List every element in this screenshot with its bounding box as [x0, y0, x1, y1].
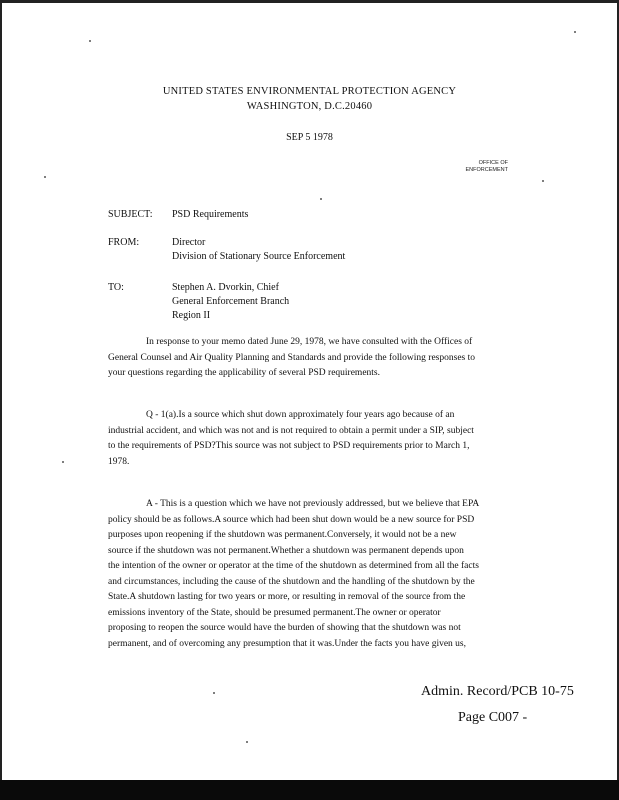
scan-speck	[62, 461, 64, 463]
to-line-3: Region II	[172, 310, 211, 321]
subject-label: SUBJECT:	[108, 209, 153, 220]
text-line: your questions regarding the applicability of several PSD requirements.	[108, 368, 381, 378]
text-line: and circumstances, including the cause of the shutdown and the handling of the shutdown by the	[108, 576, 475, 587]
text-line: purposes upon reopening if the shutdown was permanent.Conversely, it would not be a new	[108, 530, 457, 540]
text-line: 1978.	[108, 456, 130, 467]
scan-speck	[44, 176, 46, 178]
scan-speck	[213, 692, 215, 694]
from-line-2: Division of Stationary Source Enforcement	[172, 251, 346, 262]
scan-speck	[542, 180, 544, 182]
text-line: emissions inventory of the State, should be presumed permanent.The owner or operator	[108, 607, 441, 618]
scan-edge-left	[0, 0, 2, 780]
paragraph-question	[108, 408, 488, 470]
memo-date: SEP 5 1978	[286, 132, 333, 143]
scan-bottom-bar	[0, 780, 619, 800]
text-line: In response to your memo dated June 29, 1978, we have consulted with the Offices of	[146, 337, 473, 347]
text-line: proposing to reopen the source would have the burden of showing that the shutdown was not	[108, 623, 461, 633]
to-line-1: Stephen A. Dvorkin, Chief	[172, 282, 279, 293]
subject-value: PSD Requirements	[172, 209, 249, 220]
paragraph-answer	[108, 497, 488, 652]
to-block	[172, 281, 289, 323]
agency-location: WASHINGTON, D.C.20460	[246, 101, 373, 112]
text-line: State.A shutdown lasting for two years or more, or resulting in removal of the source from the	[108, 592, 466, 602]
scan-speck	[246, 741, 248, 743]
to-line-2: General Enforcement Branch	[172, 296, 290, 307]
text-line: the intention of the owner or operator at the time of the shutdown as determined from all the facts	[108, 561, 479, 571]
office-stamp	[466, 160, 508, 174]
text-line: industrial accident, and which was not and is not required to obtain a permit under a SIP, subject	[108, 425, 474, 436]
scan-edge-top	[0, 0, 619, 3]
from-line-1: Director	[172, 237, 206, 248]
text-line: policy should be as follows.A source which had been shut down would be a new source for PSD	[108, 514, 475, 525]
page-number-stamp: Page C007 -	[458, 710, 528, 725]
scan-speck	[574, 31, 576, 33]
office-line-2: ENFORCEMENT	[465, 167, 508, 173]
admin-record-stamp: Admin. Record/PCB 10-75	[421, 684, 574, 699]
text-line: permanent, and of overcoming any presumption that it was.Under the facts you have given us,	[108, 638, 466, 649]
from-block	[172, 236, 345, 264]
text-line: A - This is a question which we have not previously addressed, but we believe that EPA	[146, 499, 480, 509]
to-label: TO:	[108, 282, 124, 293]
text-line: General Counsel and Air Quality Planning and Standards and provide the following responses to	[108, 352, 476, 363]
paragraph-intro	[108, 335, 488, 382]
scan-speck	[320, 198, 322, 200]
text-line: source if the shutdown was not permanent.Whether a shutdown was permanent depends upon	[108, 545, 464, 556]
office-line-1: OFFICE OF	[478, 160, 508, 166]
scan-speck	[89, 40, 91, 42]
agency-name: UNITED STATES ENVIRONMENTAL PROTECTION AGENCY	[162, 86, 457, 97]
text-line: to the requirements of PSD?This source was not subject to PSD requirements prior to March 1,	[108, 441, 470, 451]
from-label: FROM:	[108, 237, 140, 248]
text-line: Q - 1(a).Is a source which shut down approximately four years ago because of an	[146, 410, 455, 420]
